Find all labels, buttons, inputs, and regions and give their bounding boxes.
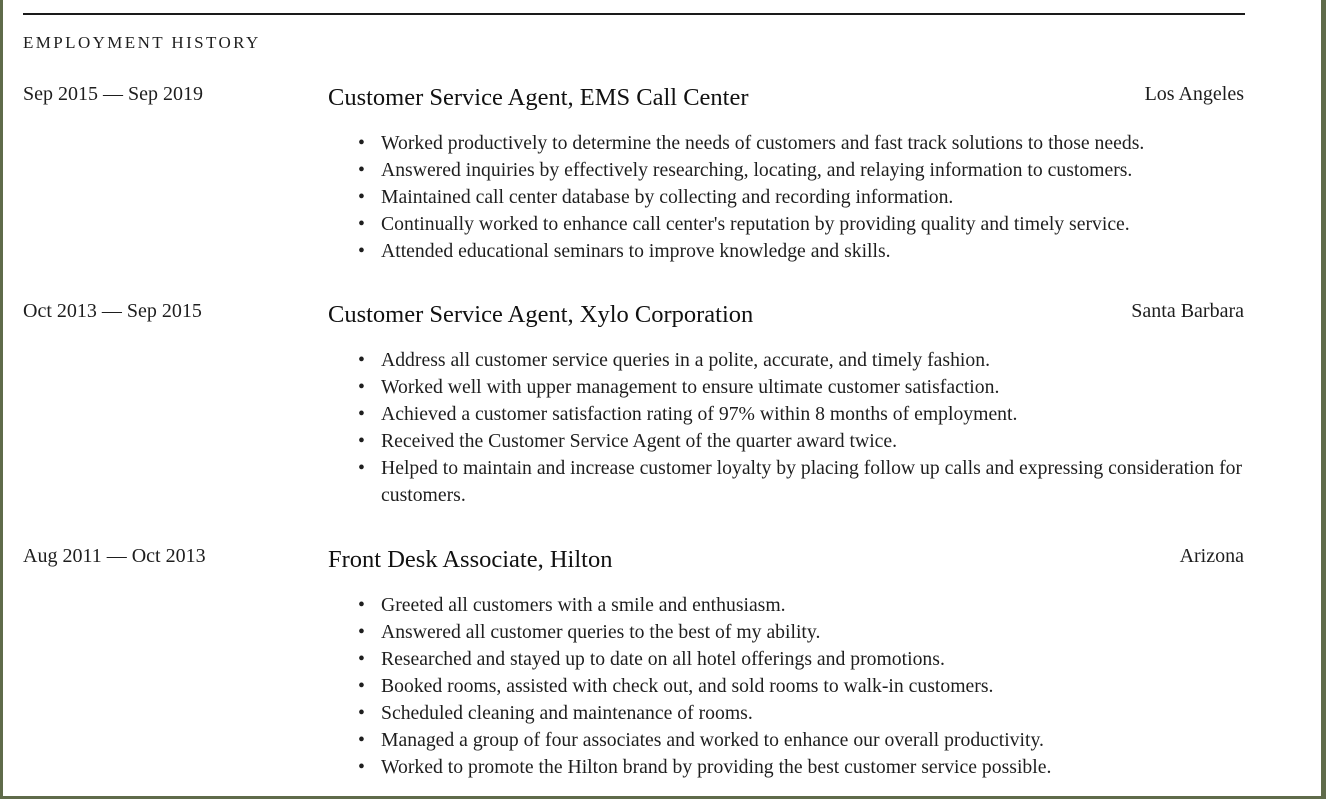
- bullet-item: • Helped to maintain and increase customer loyalty by placing follow up calls and expressing consideration for customers.: [358, 457, 1243, 506]
- job-dates: Oct 2013 — Sep 2015: [23, 300, 202, 322]
- bullet-item: • Answered all customer queries to the best of my ability.: [358, 621, 821, 643]
- bullet-item: • Received the Customer Service Agent of the quarter award twice.: [358, 430, 898, 452]
- bullet-item: • Maintained call center database by collecting and recording information.: [358, 186, 954, 208]
- section-title: EMPLOYMENT HISTORY: [23, 33, 261, 52]
- bullet-item: • Achieved a customer satisfaction rating of 97% within 8 months of employment.: [358, 403, 1018, 425]
- bullet-item: • Worked productively to determine the needs of customers and fast track solutions to those needs.: [358, 132, 1145, 154]
- bullet-item: • Answered inquiries by effectively researching, locating, and relaying information to customers.: [358, 159, 1133, 181]
- bullet-item: • Booked rooms, assisted with check out, and sold rooms to walk-in customers.: [358, 675, 994, 697]
- job-dates: Aug 2011 — Oct 2013: [23, 545, 206, 567]
- section-divider: [23, 13, 1245, 15]
- resume-page: [3, 0, 1321, 796]
- bullet-item: • Researched and stayed up to date on all hotel offerings and promotions.: [358, 648, 945, 670]
- job-bullets: [358, 347, 1251, 509]
- job-location: Santa Barbara: [1131, 300, 1244, 322]
- bullet-item: • Greeted all customers with a smile and enthusiasm.: [358, 594, 786, 616]
- bullet-item: • Attended educational seminars to improve knowledge and skills.: [358, 240, 891, 262]
- bullet-item: • Managed a group of four associates and worked to enhance our overall productivity.: [358, 729, 1044, 751]
- bullet-item: • Worked well with upper management to ensure ultimate customer satisfaction.: [358, 376, 1000, 398]
- job-location: Arizona: [1179, 545, 1244, 567]
- job-dates: Sep 2015 — Sep 2019: [23, 83, 203, 105]
- job-location: Los Angeles: [1144, 83, 1244, 105]
- bullet-item: • Address all customer service queries in a polite, accurate, and timely fashion.: [358, 349, 991, 371]
- job-title: Customer Service Agent, EMS Call Center: [328, 84, 749, 111]
- job-bullets: [358, 130, 1251, 265]
- job-title: Front Desk Associate, Hilton: [328, 546, 613, 573]
- bullet-item: • Continually worked to enhance call center's reputation by providing quality and timely service.: [358, 213, 1130, 235]
- bullet-item: • Scheduled cleaning and maintenance of rooms.: [358, 702, 753, 724]
- bullet-item: • Worked to promote the Hilton brand by providing the best customer service possible.: [358, 756, 1052, 778]
- job-title: Customer Service Agent, Xylo Corporation: [328, 301, 754, 328]
- job-bullets: [358, 592, 1251, 781]
